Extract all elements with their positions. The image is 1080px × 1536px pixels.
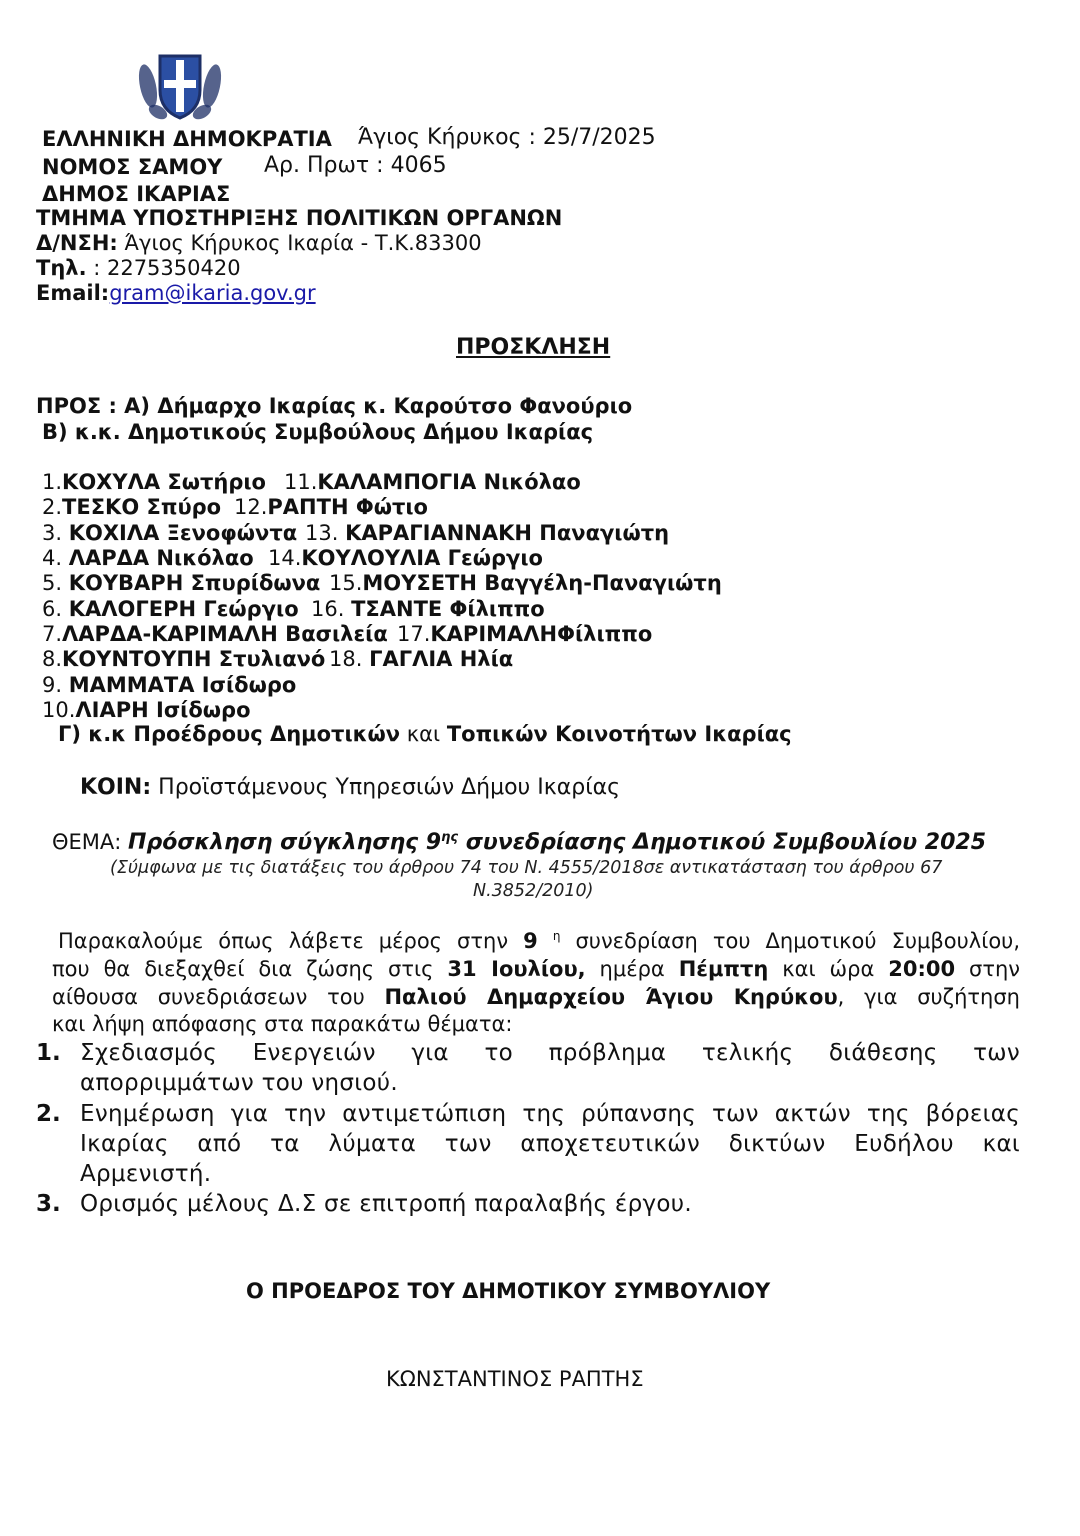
councillor-number: 1. <box>42 470 63 494</box>
councillor-row <box>42 597 299 621</box>
header-place-date: Άγιος Κήρυκος : 25/7/2025 <box>358 125 656 150</box>
recipient-line-c <box>58 722 792 746</box>
address-label: Δ/ΝΣΗ: <box>36 231 118 255</box>
councillor-row <box>42 571 320 595</box>
header-protocol: Αρ. Πρωτ : 4065 <box>264 153 447 178</box>
header-address <box>36 231 482 255</box>
councillor-row-right <box>397 622 652 646</box>
body-l3-c: , για συζήτηση <box>837 985 1020 1009</box>
body-l2-d: Πέμπτη <box>678 957 769 981</box>
line-c-part-2: και <box>400 722 447 746</box>
subject-line <box>52 830 986 855</box>
councillor-name: ΤΕΣΚΟ Σπύρο <box>62 495 222 519</box>
councillor-name: ΚΟΧΥΛΑ Σωτήριο <box>62 470 266 494</box>
councillor-row-right <box>234 495 428 519</box>
subject-note-1: (Σύμφωνα με τις διατάξεις του άρθρου 74 του Ν. 4555/2018σε αντικατάσταση του άρθρου 67 <box>110 858 943 878</box>
councillor-row <box>42 622 388 646</box>
email-link[interactable]: gram@ikaria.gov.gr <box>109 281 316 305</box>
councillor-name: ΤΣΑΝΤΕ Φίλιππο <box>351 597 545 621</box>
body-line-1 <box>58 929 1020 953</box>
councillor-row <box>42 673 296 697</box>
greek-coat-of-arms-icon <box>134 46 226 126</box>
header-republic: ΕΛΛΗΝΙΚΗ ΔΗΜΟΚΡΑΤΙΑ <box>42 127 332 151</box>
address-value: Άγιος Κήρυκος Ικαρία - Τ.Κ.83300 <box>124 231 482 255</box>
councillor-row <box>42 647 325 671</box>
councillor-number: 14. <box>268 546 302 570</box>
body-l3-b: Παλιού Δημαρχείου Άγιου Κηρύκου <box>384 985 838 1009</box>
koin-label: ΚΟΙΝ: <box>80 775 152 800</box>
councillor-name: ΚΟΥΒΑΡΗ Σπυρίδωνα <box>68 571 321 595</box>
councillor-name: ΛΙΑΡΗ Ισίδωρο <box>75 698 251 722</box>
body-l1-a: Παρακαλούμε όπως λάβετε μέρος στην <box>58 929 524 953</box>
councillor-name: ΓΑΓΛΙΑ Ηλία <box>369 647 514 671</box>
councillor-name: ΚΟΧΙΛΑ Ξενοφώντα <box>68 521 298 545</box>
councillor-number: 12. <box>234 495 268 519</box>
councillor-number: 9. <box>42 673 69 697</box>
agenda-item-text: Αρμενιστή. <box>80 1161 212 1187</box>
recipient-line-b: Β) κ.κ. Δημοτικούς Συμβούλους Δήμου Ικαρίας <box>42 420 594 444</box>
body-l2-a: που θα διεξαχθεί δια ζώσης στις <box>52 957 448 981</box>
body-line-3 <box>52 985 1020 1009</box>
header-email <box>36 281 316 305</box>
councillor-number: 16. <box>311 597 352 621</box>
councillor-row-right <box>329 647 513 671</box>
koin-line <box>80 775 620 800</box>
councillor-number: 6. <box>42 597 69 621</box>
subject-text-1: Πρόσκληση σύγκλησης 9 <box>128 830 442 855</box>
councillor-name: ΚΟΥΝΤΟΥΠΗ Στυλιανό <box>62 647 326 671</box>
email-label: Email: <box>36 281 110 305</box>
agenda-item-number: 3. <box>36 1191 61 1217</box>
councillor-number: 17. <box>397 622 431 646</box>
councillor-name: ΛΑΡΔΑ-ΚΑΡΙΜΑΛΗ Βασιλεία <box>62 622 388 646</box>
signature-name: ΚΩΝΣΤΑΝΤΙΝΟΣ ΡΑΠΤΗΣ <box>386 1367 644 1391</box>
councillor-name: ΚΑΛΑΜΠΟΓΙΑ Νικόλαο <box>317 470 581 494</box>
councillor-number: 5. <box>42 571 69 595</box>
councillor-name: ΜΑΜΜΑΤΑ Ισίδωρο <box>68 673 297 697</box>
councillor-number: 4. <box>42 546 69 570</box>
agenda-item-number: 2. <box>36 1101 61 1127</box>
councillor-number: 8. <box>42 647 63 671</box>
councillor-row <box>42 698 251 722</box>
councillor-row <box>42 495 221 519</box>
councillor-number: 10. <box>42 698 76 722</box>
councillor-name: ΛΑΡΔΑ Νικόλαο <box>68 546 254 570</box>
councillor-name: ΡΑΠΤΗ Φώτιο <box>267 495 428 519</box>
agenda-item-text: Ενημέρωση για την αντιμετώπιση της ρύπανσης των ακτών της βόρειας <box>80 1101 1020 1127</box>
signature-role: Ο ΠΡΟΕΔΡΟΣ ΤΟΥ ΔΗΜΟΤΙΚΟΥ ΣΥΜΒΟΥΛΙΟΥ <box>246 1279 771 1303</box>
body-l1-sup: η <box>552 929 561 943</box>
councillor-row <box>42 470 266 494</box>
councillor-row-right <box>268 546 543 570</box>
councillor-number: 18. <box>329 647 370 671</box>
subject-sup: ης <box>441 830 459 845</box>
councillor-name: ΚΑΡΑΓΙΑΝΝΑΚΗ Παναγιώτη <box>345 521 670 545</box>
body-l2-e: και ώρα <box>768 957 889 981</box>
body-line-4: και λήψη απόφασης στα παρακάτω θέματα: <box>52 1012 513 1036</box>
subject-note-2: Ν.3852/2010) <box>473 881 594 901</box>
councillor-number: 11. <box>284 470 318 494</box>
councillor-name: ΚΑΛΟΓΕΡΗ Γεώργιο <box>68 597 299 621</box>
line-c-part-3: Τοπικών Κοινοτήτων Ικαρίας <box>446 722 792 746</box>
body-l3-a: αίθουσα συνεδριάσεων του <box>52 985 385 1009</box>
councillor-row <box>42 546 254 570</box>
header-prefecture: ΝΟΜΟΣ ΣΑΜΟΥ <box>42 155 223 179</box>
document-title: ΠΡΟΣΚΛΗΣΗ <box>456 335 611 360</box>
body-l2-f: 20:00 <box>888 957 956 981</box>
councillor-row-right <box>311 597 545 621</box>
body-l2-b: 31 Ιουλίου, <box>447 957 586 981</box>
phone-value: : 2275350420 <box>86 256 241 280</box>
header-municipality: ΔΗΜΟΣ ΙΚΑΡΙΑΣ <box>42 182 231 206</box>
recipient-line-a: ΠΡΟΣ : Α) Δήμαρχο Ικαρίας κ. Καρούτσο Φανούριο <box>36 394 633 418</box>
line-c-part-1: Γ) κ.κ Προέδρους Δημοτικών <box>58 722 401 746</box>
councillor-number: 3. <box>42 521 69 545</box>
councillor-name: ΚΑΡΙΜΑΛΗΦίλιππο <box>430 622 653 646</box>
koin-value: Προϊστάμενους Υπηρεσιών Δήμου Ικαρίας <box>151 775 621 800</box>
councillor-row-right <box>305 521 669 545</box>
councillor-name: ΜΟΥΣΕΤΗ Βαγγέλη-Παναγιώτη <box>362 571 722 595</box>
body-l1-b: 9 <box>523 929 538 953</box>
body-l2-c: ημέρα <box>585 957 679 981</box>
agenda-item-text: απορριμμάτων του νησιού. <box>80 1070 398 1096</box>
councillor-number: 7. <box>42 622 63 646</box>
body-l2-g: στην <box>955 957 1021 981</box>
councillor-row-right <box>329 571 722 595</box>
subject-text-2: συνεδρίασης Δημοτικού Συμβουλίου 2025 <box>458 830 987 855</box>
agenda-item-text: Σχεδιασμός Ενεργειών για το πρόβλημα τελικής διάθεσης των <box>80 1040 1020 1066</box>
header-phone <box>36 256 241 280</box>
councillor-name: ΚΟΥΛΟΥΛΙΑ Γεώργιο <box>301 546 543 570</box>
agenda-item-text: Ορισμός μέλους Δ.Σ σε επιτροπή παραλαβής έργου. <box>80 1191 693 1217</box>
phone-label: Τηλ. <box>36 256 87 280</box>
body-l1-c: συνεδρίαση του Δημοτικού Συμβουλίου, <box>560 929 1021 953</box>
councillor-row <box>42 521 297 545</box>
body-line-2 <box>52 957 1020 981</box>
agenda-item-text: Ικαρίας από τα λύματα των αποχετευτικών δικτύων Ευδήλου και <box>80 1131 1020 1157</box>
councillor-row-right <box>284 470 581 494</box>
header-department: ΤΜΗΜΑ ΥΠΟΣΤΗΡΙΞΗΣ ΠΟΛΙΤΙΚΩΝ ΟΡΓΑΝΩΝ <box>36 206 563 230</box>
agenda-item-number: 1. <box>36 1040 61 1066</box>
subject-label: ΘΕΜΑ: <box>52 830 129 854</box>
councillor-number: 15. <box>329 571 363 595</box>
councillor-number: 13. <box>305 521 346 545</box>
councillor-number: 2. <box>42 495 63 519</box>
